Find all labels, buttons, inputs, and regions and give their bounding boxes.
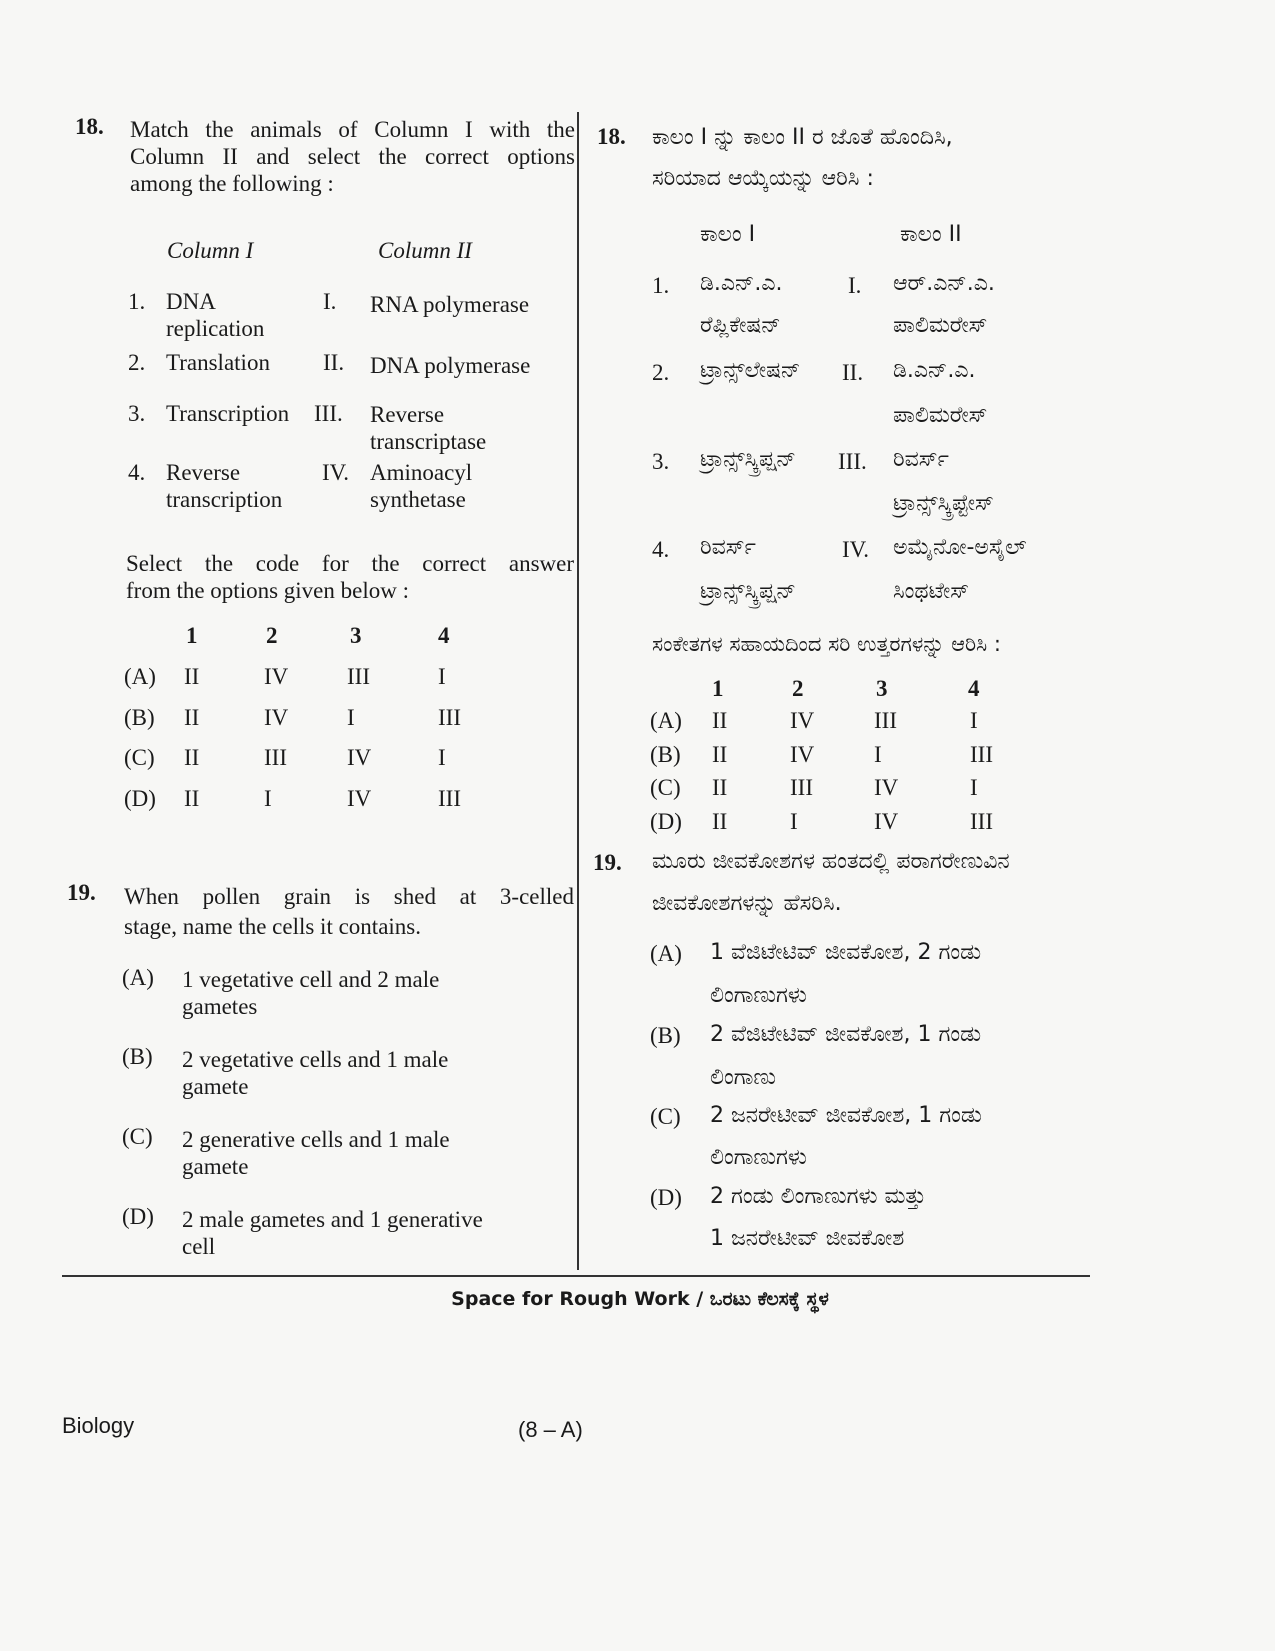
right-row-4-b2: ಸಿಂಥಟೇಸ್ <box>893 579 970 604</box>
left-opt-b-v1: II <box>184 705 200 730</box>
left-row-4-roman: IV. <box>322 460 350 485</box>
right-row-4-a2: ಟ್ರಾನ್ಸ್‌ಸ್ಕ್ರಿಪ್ಷನ್ <box>700 579 796 604</box>
left-row-4-b1: Aminoacyl <box>370 460 473 485</box>
right-q19-opt-a-label: (A) <box>650 941 682 966</box>
right-row-3-b2: ಟ್ರಾನ್ಸ್‌ಸ್ಕ್ರಿಪ್ಟೇಸ್ <box>893 491 994 516</box>
right-row-2-a1: ಟ್ರಾನ್ಸ್‌ಲೇಷನ್ <box>700 358 801 383</box>
right-code-h4: 4 <box>968 676 980 701</box>
right-q19-opt-b-l2: ಲಿಂಗಾಣು <box>710 1065 777 1090</box>
left-q19-stem-1: When pollen grain is shed at 3-celled <box>124 884 574 909</box>
left-row-3-roman: III. <box>314 401 343 426</box>
right-row-3-a1: ಟ್ರಾನ್ಸ್‌ಸ್ಕ್ರಿಪ್ಷನ್ <box>700 447 796 472</box>
right-opt-a-v2: IV <box>790 708 815 733</box>
left-row-2-roman: II. <box>323 350 345 375</box>
left-row-4-num: 4. <box>128 460 146 485</box>
left-row-2-b1: DNA polymerase <box>370 353 531 378</box>
left-row-3-b2: transcriptase <box>370 429 487 454</box>
left-opt-d-v4: III <box>438 786 461 811</box>
left-q18-number: 18. <box>75 114 104 139</box>
right-opt-d-v1: II <box>712 809 728 834</box>
left-q19-opt-c-l2: gamete <box>182 1154 249 1179</box>
right-row-3-b1: ರಿವರ್ಸ್ <box>893 447 949 472</box>
left-q18-stem-3: among the following : <box>130 171 334 196</box>
left-opt-a-v4: I <box>438 664 446 689</box>
right-opt-c-v4: I <box>970 775 978 800</box>
right-q18-stem-2: ಸರಿಯಾದ ಆಯ್ಕೆಯನ್ನು ಆರಿಸಿ : <box>652 166 874 191</box>
left-opt-a-v1: II <box>184 664 200 689</box>
left-row-3-a1: Transcription <box>166 401 290 426</box>
left-row-1-a2: replication <box>166 316 265 341</box>
left-row-4-a2: transcription <box>166 487 283 512</box>
right-opt-b-v3: I <box>874 742 882 767</box>
left-row-1-roman: I. <box>323 289 337 314</box>
right-q19-stem-1: ಮೂರು ಜೀವಕೋಶಗಳ ಹಂತದಲ್ಲಿ ಪರಾಗರೇಣುವಿನ <box>652 849 1010 874</box>
left-opt-a-label: (A) <box>124 664 156 689</box>
left-row-4-a1: Reverse <box>166 460 241 485</box>
left-opt-b-v2: IV <box>264 705 289 730</box>
left-code-line-2: from the options given below : <box>126 578 409 603</box>
right-q19-opt-b-l1: 2 ವೆಜಿಟೇಟಿವ್ ಜೀವಕೋಶ, 1 ಗಂಡು <box>710 1022 982 1047</box>
subject-label: Biology <box>62 1413 135 1438</box>
left-opt-d-v1: II <box>184 786 200 811</box>
right-code-line: ಸಂಕೇತಗಳ ಸಹಾಯದಿಂದ ಸರಿ ಉತ್ತರಗಳನ್ನು ಆರಿಸಿ : <box>652 632 1001 656</box>
left-q18-stem-1: Match the animals of Column I with the <box>130 117 575 142</box>
right-q19-stem-2: ಜೀವಕೋಶಗಳನ್ನು ಹೆಸರಿಸಿ. <box>652 891 842 916</box>
left-col2-header: Column II <box>378 238 472 263</box>
right-q19-opt-d-l2: 1 ಜನರೇಟೀವ್ ಜೀವಕೋಶ <box>710 1226 905 1251</box>
right-opt-c-v1: II <box>712 775 728 800</box>
right-opt-d-label: (D) <box>650 809 682 834</box>
right-code-h2: 2 <box>792 676 804 701</box>
right-opt-b-v1: II <box>712 742 728 767</box>
right-opt-b-v2: IV <box>790 742 815 767</box>
column-divider <box>577 112 579 1270</box>
right-code-h3: 3 <box>876 676 888 701</box>
right-row-4-b1: ಅಮೈನೋ-ಅಸೈಲ್ <box>893 535 1027 560</box>
page-number: (8 – A) <box>518 1417 583 1442</box>
left-opt-c-v3: IV <box>347 745 372 770</box>
left-q19-opt-b-label: (B) <box>122 1044 153 1069</box>
left-row-1-num: 1. <box>128 289 146 314</box>
right-row-2-num: 2. <box>652 360 670 385</box>
left-q19-opt-b-l1: 2 vegetative cells and 1 male <box>182 1047 449 1072</box>
left-code-line-1: Select the code for the correct answer <box>126 551 574 576</box>
left-q19-opt-d-label: (D) <box>122 1204 154 1229</box>
left-opt-c-label: (C) <box>124 745 155 770</box>
left-col1-header: Column I <box>167 238 254 263</box>
left-row-3-b1: Reverse <box>370 402 445 427</box>
right-opt-d-v4: III <box>970 809 993 834</box>
right-row-1-b2: ಪಾಲಿಮರೇಸ್ <box>893 313 988 338</box>
right-q18-number: 18. <box>597 124 626 149</box>
left-opt-d-v2: I <box>264 786 272 811</box>
left-opt-a-v2: IV <box>264 664 289 689</box>
right-opt-c-label: (C) <box>650 775 681 800</box>
right-code-h1: 1 <box>712 676 724 701</box>
right-opt-d-v3: IV <box>874 809 899 834</box>
left-opt-b-v4: III <box>438 705 461 730</box>
left-code-h1: 1 <box>186 623 198 648</box>
right-row-1-roman: I. <box>848 273 862 298</box>
right-q19-opt-a-l1: 1 ವೆಜಿಟೇಟಿವ್ ಜೀವಕೋಶ, 2 ಗಂಡು <box>710 940 982 965</box>
right-q19-opt-d-l1: 2 ಗಂಡು ಲಿಂಗಾಣುಗಳು ಮತ್ತು <box>710 1184 926 1209</box>
left-q19-opt-a-label: (A) <box>122 965 154 990</box>
left-opt-b-v3: I <box>347 705 355 730</box>
right-opt-b-label: (B) <box>650 742 681 767</box>
left-opt-c-v2: III <box>264 745 287 770</box>
right-row-4-a1: ರಿವರ್ಸ್ <box>700 535 756 560</box>
right-row-3-num: 3. <box>652 449 670 474</box>
right-row-3-roman: III. <box>838 449 867 474</box>
left-row-1-b1: RNA polymerase <box>370 292 530 317</box>
left-opt-a-v3: III <box>347 664 370 689</box>
right-q19-opt-c-l2: ಲಿಂಗಾಣುಗಳು <box>710 1145 807 1170</box>
right-row-1-a1: ಡಿ.ಎನ್.ಎ. <box>700 271 783 296</box>
right-row-1-num: 1. <box>652 273 670 298</box>
left-q19-opt-c-label: (C) <box>122 1124 153 1149</box>
left-code-h3: 3 <box>350 623 362 648</box>
right-opt-c-v2: III <box>790 775 813 800</box>
left-opt-d-label: (D) <box>124 786 156 811</box>
right-row-2-b2: ಪಾಲಿಮರೇಸ್ <box>893 403 988 428</box>
right-q19-number: 19. <box>593 850 622 875</box>
right-q19-opt-b-label: (B) <box>650 1023 681 1048</box>
right-row-2-roman: II. <box>842 360 864 385</box>
right-opt-c-v3: IV <box>874 775 899 800</box>
right-row-4-num: 4. <box>652 537 670 562</box>
right-opt-a-label: (A) <box>650 708 682 733</box>
left-row-4-b2: synthetase <box>370 487 466 512</box>
right-opt-d-v2: I <box>790 809 798 834</box>
right-row-4-roman: IV. <box>842 537 870 562</box>
left-row-2-a1: Translation <box>166 350 270 375</box>
left-row-2-num: 2. <box>128 350 146 375</box>
left-opt-b-label: (B) <box>124 705 155 730</box>
left-q19-number: 19. <box>67 880 96 905</box>
left-opt-d-v3: IV <box>347 786 372 811</box>
left-q18-stem-2: Column II and select the correct options <box>130 144 575 169</box>
left-q19-opt-b-l2: gamete <box>182 1074 249 1099</box>
right-q19-opt-c-l1: 2 ಜನರೇಟೀವ್ ಜೀವಕೋಶ, 1 ಗಂಡು <box>710 1103 982 1128</box>
left-code-h2: 2 <box>266 623 278 648</box>
left-code-h4: 4 <box>438 623 450 648</box>
left-q19-opt-d-l1: 2 male gametes and 1 generative <box>182 1207 483 1232</box>
left-q19-opt-c-l1: 2 generative cells and 1 male <box>182 1127 450 1152</box>
right-row-2-b1: ಡಿ.ಎನ್.ಎ. <box>893 358 976 383</box>
right-col1-header: ಕಾಲಂ I <box>700 222 756 247</box>
right-opt-b-v4: III <box>970 742 993 767</box>
right-opt-a-v4: I <box>970 708 978 733</box>
right-row-1-a2: ರೆಪ್ಲಿಕೇಷನ್ <box>700 313 781 338</box>
right-row-1-b1: ಆರ್.ಎನ್.ಎ. <box>893 271 995 296</box>
rough-work-label: Space for Rough Work / ಒರಟು ಕೆಲಸಕ್ಕೆ ಸ್ಥಳ <box>451 1288 829 1310</box>
left-q19-opt-a-l2: gametes <box>182 994 258 1019</box>
left-q19-stem-2: stage, name the cells it contains. <box>124 914 421 939</box>
left-row-1-a1: DNA <box>166 289 216 314</box>
right-col2-header: ಕಾಲಂ II <box>900 222 962 247</box>
right-opt-a-v3: III <box>874 708 897 733</box>
right-q19-opt-a-l2: ಲಿಂಗಾಣುಗಳು <box>710 983 807 1008</box>
right-q19-opt-c-label: (C) <box>650 1104 681 1129</box>
right-q18-stem-1: ಕಾಲಂ I ನ್ನು ಕಾಲಂ II ರ ಜೊತೆ ಹೊಂದಿಸಿ, <box>652 125 953 150</box>
footer-rule <box>62 1275 1090 1277</box>
right-q19-opt-d-label: (D) <box>650 1185 682 1210</box>
right-opt-a-v1: II <box>712 708 728 733</box>
left-q19-opt-a-l1: 1 vegetative cell and 2 male <box>182 967 440 992</box>
left-opt-c-v1: II <box>184 745 200 770</box>
left-row-3-num: 3. <box>128 401 146 426</box>
left-q19-opt-d-l2: cell <box>182 1234 216 1259</box>
left-opt-c-v4: I <box>438 745 446 770</box>
